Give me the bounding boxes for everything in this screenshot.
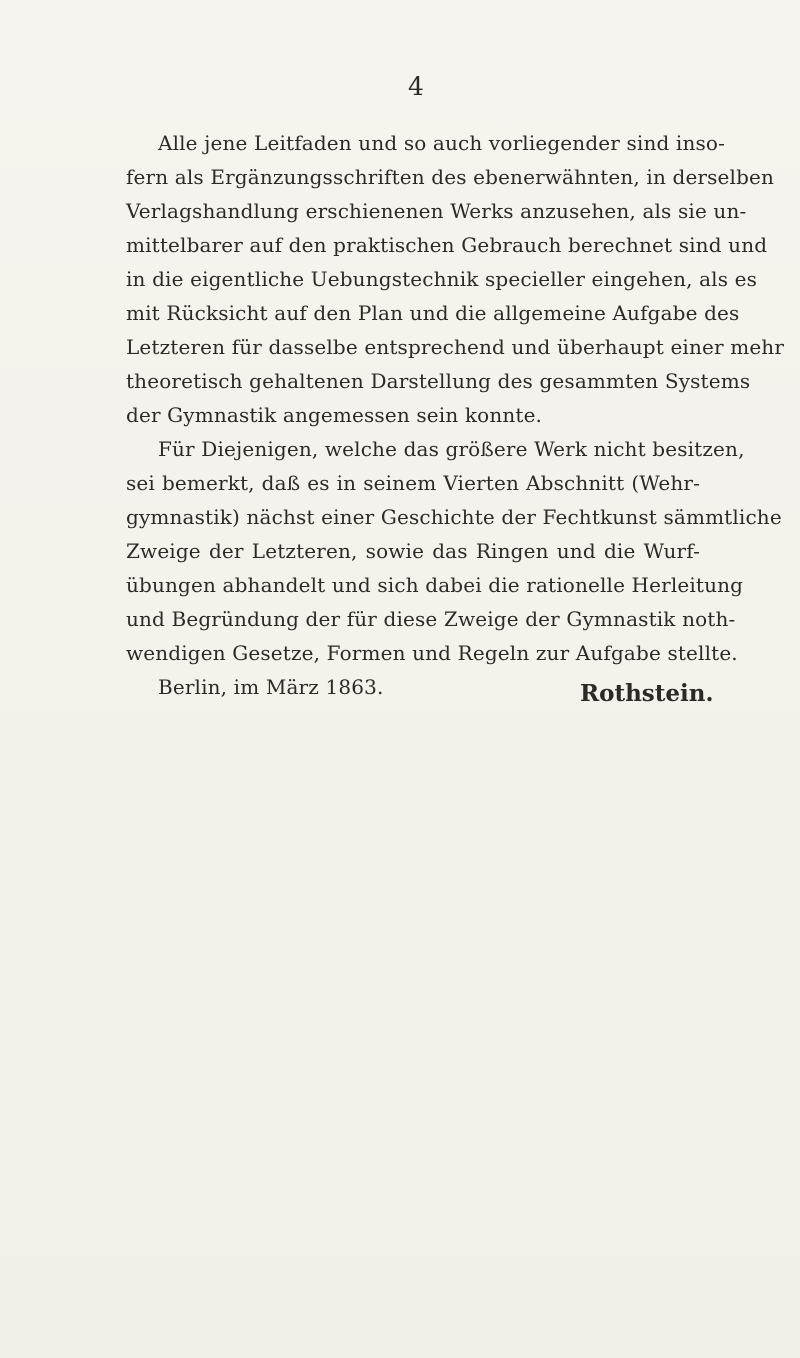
paragraph-2-line-5: übungen abhandelt und sich dabei die rationelle Herleitung	[126, 573, 744, 597]
paragraph-1-line-1: Alle jene Leitfaden und so auch vorliegender sind inso-	[158, 131, 726, 155]
paragraph-2-line-7: wendigen Gesetze, Formen und Regeln zur Aufgabe stellte.	[126, 641, 738, 665]
paragraph-1-line-9: der Gymnastik angemessen sein konnte.	[126, 403, 543, 427]
place-and-date: Berlin, im März 1863.	[158, 675, 384, 699]
paragraph-1-line-3: Verlagshandlung erschienenen Werks anzusehen, als sie un-	[126, 199, 747, 223]
paragraph-1-line-5: in die eigentliche Uebungstechnik specieller eingehen, als es	[126, 267, 758, 291]
paragraph-2-line-1: Für Diejenigen, welche das größere Werk nicht besitzen,	[158, 437, 745, 461]
body-text	[126, 126, 785, 704]
paragraph-2-line-6: und Begründung der für diese Zweige der Gymnastik noth-	[126, 607, 736, 631]
paragraph-2-line-2: sei bemerkt, daß es in seinem Vierten Abschnitt (Wehr-	[126, 471, 700, 495]
paragraph-1-line-2: fern als Ergänzungsschriften des ebenerwähnten, in derselben	[126, 165, 775, 189]
paragraph-1-line-4: mittelbarer auf den praktischen Gebrauch berechnet sind und	[126, 233, 768, 257]
paragraph-1-line-6: mit Rücksicht auf den Plan und die allgemeine Aufgabe des	[126, 301, 740, 325]
paragraph-1-line-8: theoretisch gehaltenen Darstellung des gesammten Systems	[126, 369, 751, 393]
author-signature: Rothstein.	[580, 680, 714, 707]
paragraph-2-line-4: Zweige der Letzteren, sowie das Ringen und die Wurf-	[126, 539, 700, 563]
paragraph-1-line-7: Letzteren für dasselbe entsprechend und überhaupt einer mehr	[126, 335, 785, 359]
page-number: 4	[408, 72, 424, 101]
paragraph-2-line-3: gymnastik) nächst einer Geschichte der Fechtkunst sämmtliche	[126, 505, 782, 529]
